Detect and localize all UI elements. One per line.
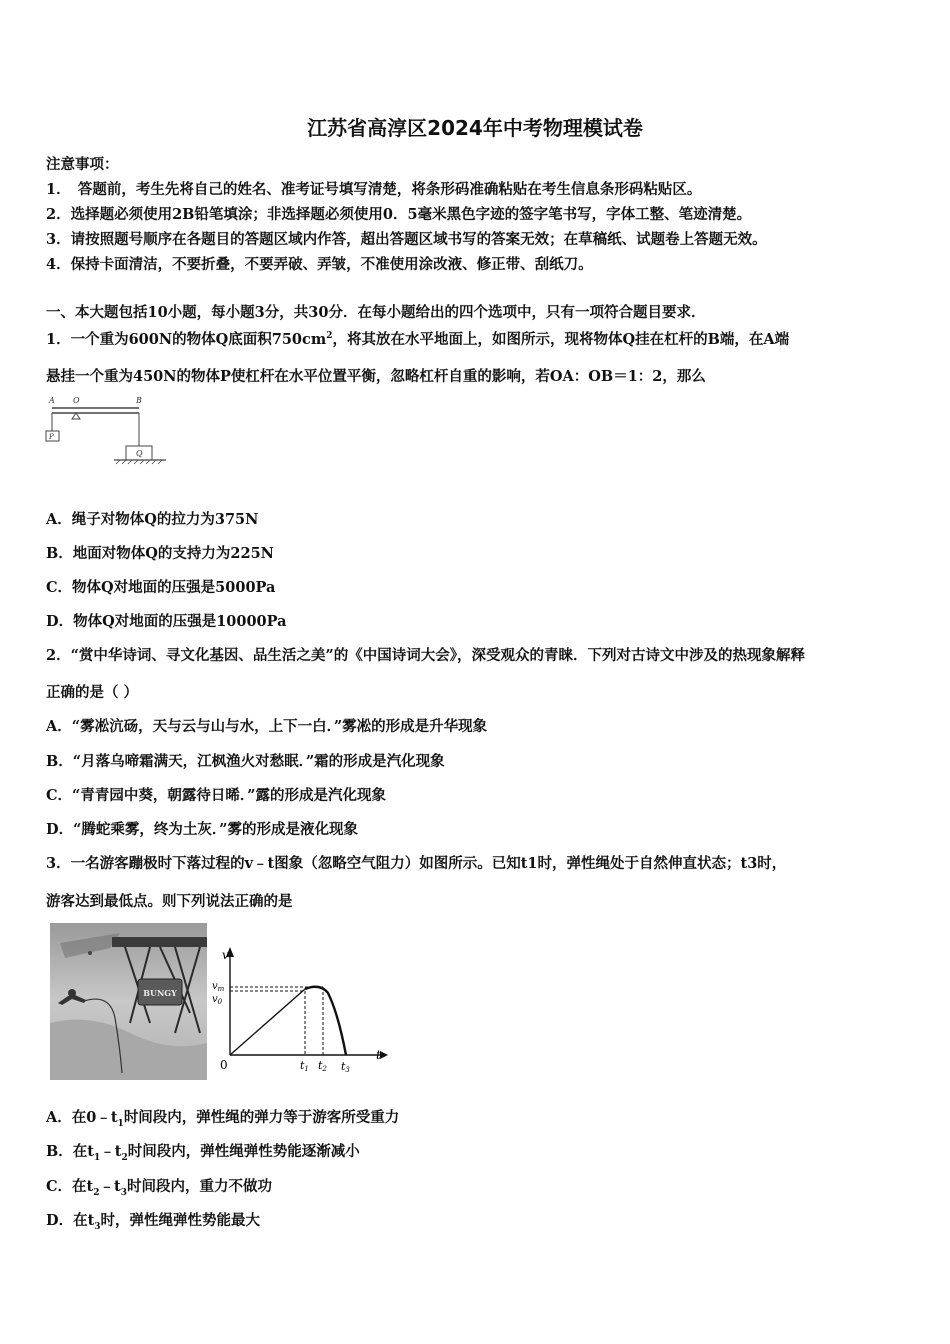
- label-b: B: [136, 396, 142, 405]
- q2-option-c: C．“青青园中葵，朝露待日晞．”露的形成是汽化现象: [46, 787, 386, 804]
- q2-option-a: A．“雾凇沆砀，天与云与山与水，上下一白．”雾凇的形成是升华现象: [46, 718, 488, 735]
- t3-label: t3: [341, 1060, 350, 1074]
- bungee-photo: [50, 923, 207, 1080]
- q3-stem-line-1: 3．一名游客蹦极时下落过程的v﹣t图象（忽略空气阻力）如图所示。已知t1时，弹性绳处于自然伸直状态；t3时，: [46, 855, 787, 872]
- x-axis-arrow-icon: [380, 1051, 388, 1059]
- section-1-instructions: 一、本大题包括10小题，每小题3分，共30分．在每小题给出的四个选项中，只有一项符合题目要求．: [46, 304, 706, 321]
- y-axis-label: v: [222, 948, 229, 962]
- q2-stem-line-1: 2．“赏中华诗词、寻文化基因、品生活之美”的《中国诗词大会》，深受观众的青睐．下列对古诗文中涉及的热现象解释: [46, 647, 806, 664]
- notice-item-2: 2．选择题必须使用2B铅笔填涂；非选择题必须使用0．5毫米黑色字迹的签字笔书写，字体工整、笔迹清楚。: [46, 206, 752, 223]
- notice-item-4: 4．保持卡面清洁，不要折叠，不要弄破、弄皱，不准使用涂改液、修正带、刮纸刀。: [46, 256, 593, 273]
- notice-item-3: 3．请按照题号顺序在各题目的答题区域内作答，超出答题区域书写的答案无效；在草稿纸、试题卷上答题无效。: [46, 231, 767, 248]
- ground-hatch: [116, 460, 162, 464]
- label-p: P: [49, 433, 54, 441]
- v0-label: $v_0$: [212, 994, 223, 1006]
- q2-option-d: D．“腾蛇乘雾，终为土灰．”雾的形成是液化现象: [46, 821, 359, 838]
- vm-label: $v_m$: [212, 981, 225, 993]
- page-title: 江苏省高淳区2024年中考物理模试卷: [307, 116, 643, 140]
- q1-option-d: D．物体Q对地面的压强是10000Pa: [46, 613, 287, 630]
- q2-option-b: B．“月落乌啼霜满天，江枫渔火对愁眠．”霜的形成是汽化现象: [46, 753, 445, 770]
- notice-heading: 注意事项：: [46, 156, 119, 173]
- sign-text: BUNGY: [143, 988, 177, 998]
- q1-stem-part-b: ，将其放在水平地面上，如图所示，现将物体Q挂在杠杆的B端，在A端: [332, 331, 790, 348]
- q3-option-a: A．在$0﹣t_1$时间段内，弹性绳的弹力等于游客所受重力: [46, 1109, 400, 1129]
- q1-stem-line-1: [46, 328, 789, 349]
- q3-option-c: C．在$t_2﹣t_3$时间段内，重力不做功: [46, 1178, 272, 1198]
- velocity-curve-falling: [305, 987, 346, 1055]
- q3-option-b: B．在$t_1﹣t_2$时间段内，弹性绳弹性势能逐渐减小: [46, 1143, 360, 1163]
- lever-figure: [44, 394, 174, 474]
- origin-label: 0: [220, 1058, 228, 1072]
- label-q: Q: [136, 449, 143, 458]
- fulcrum-icon: [72, 413, 80, 419]
- platform-deck: [112, 937, 207, 947]
- q3-stem-line-2: 游客达到最低点。则下列说法正确的是: [46, 893, 293, 910]
- vt-graph: [210, 935, 390, 1085]
- q1-option-b: B．地面对物体Q的支持力为225N: [46, 545, 274, 562]
- label-o: O: [73, 396, 80, 405]
- velocity-line-rising: [230, 989, 305, 1055]
- q2-stem-line-2: 正确的是（ ）: [46, 684, 139, 701]
- person-on-platform: [88, 951, 92, 955]
- q1-option-a: A．绳子对物体Q的拉力为375N: [46, 511, 259, 528]
- t1-label: t1: [300, 1059, 309, 1073]
- q1-option-c: C．物体Q对地面的压强是5000Pa: [46, 579, 276, 596]
- t2-label: t2: [318, 1059, 327, 1073]
- q1-stem-line-2: 悬挂一个重为450N的物体P使杠杆在水平位置平衡，忽略杠杆自重的影响，若OA：OB＝1：2，那么: [46, 368, 706, 385]
- q1-stem-part-a: 1．一个重为600N的物体Q底面积750cm: [46, 331, 327, 348]
- notice-item-1: 1． 答题前，考生先将自己的姓名、准考证号填写清楚，将条形码准确粘贴在考生信息条形码粘贴区。: [46, 181, 702, 198]
- guide-lines: [230, 987, 323, 1055]
- q3-option-d: D．在$t_3$时，弹性绳弹性势能最大: [46, 1212, 261, 1232]
- q1-stem-sup: 2: [326, 331, 333, 342]
- x-axis-label: t: [376, 1048, 381, 1062]
- label-a: A: [49, 396, 55, 405]
